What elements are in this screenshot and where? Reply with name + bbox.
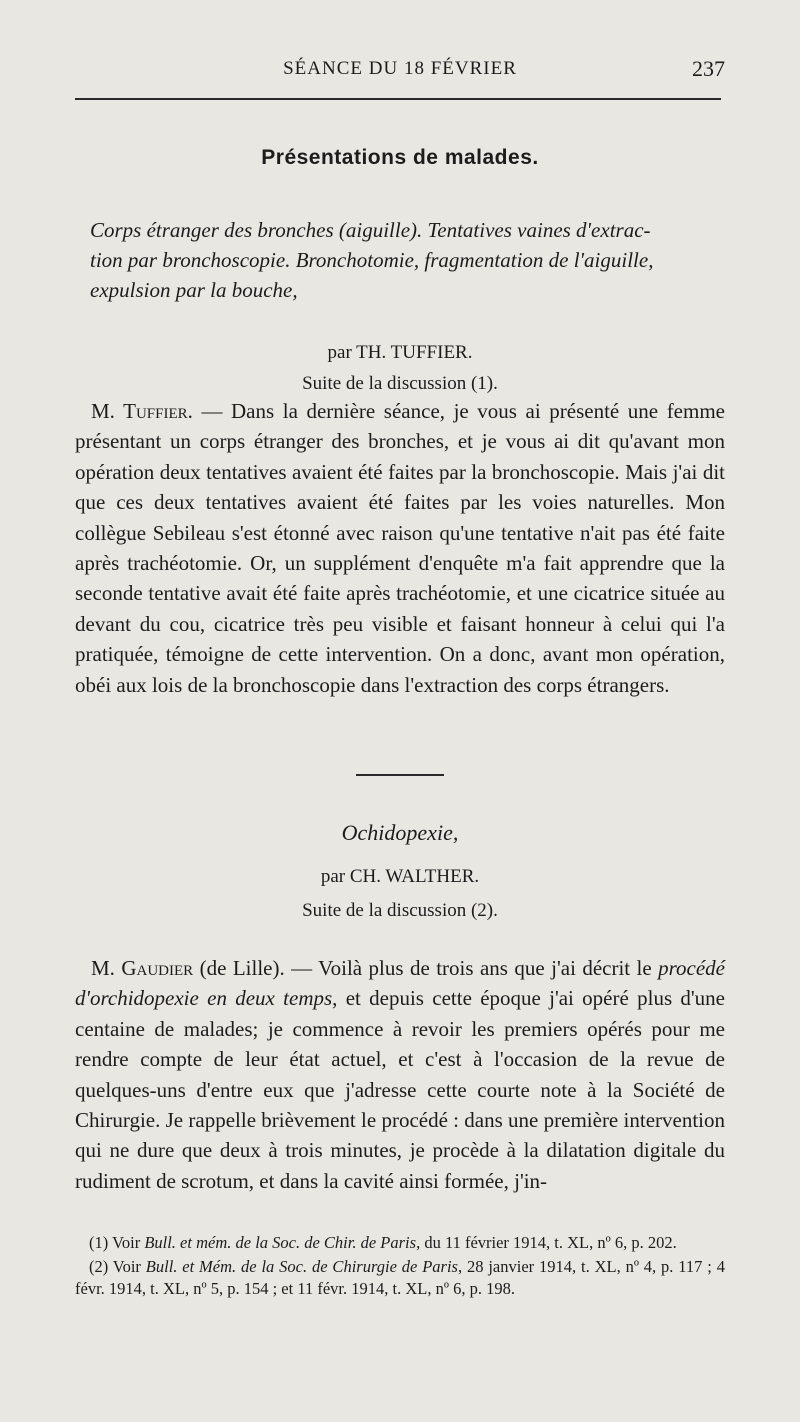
footnote-1: [75, 1232, 725, 1255]
footnote-1-prefix: (1) Voir: [89, 1233, 145, 1252]
article2-suite: Suite de la discussion (2).: [302, 900, 498, 921]
running-head-title: SÉANCE DU 18 FÉVRIER: [283, 58, 517, 79]
article1-body: [75, 396, 725, 700]
section-title: Présentations de malades.: [261, 146, 539, 169]
article1-title-line1: Corps étranger des bronches (aiguille). Tentatives vaines d'extrac-: [90, 218, 651, 242]
footnote-1-source: Bull. et mém. de la Soc. de Chir. de Paris: [144, 1233, 417, 1252]
article1-speaker: M. Tuffier.: [91, 399, 193, 423]
footnotes: [75, 1232, 725, 1302]
header-rule: [75, 98, 721, 100]
page-number: 237: [692, 56, 725, 81]
footnote-1-ref: , du 11 février 1914, t. XL, nº 6, p. 202.: [416, 1233, 677, 1252]
footnote-2-source: Bull. et Mém. de la Soc. de Chirurgie de Paris: [145, 1256, 458, 1276]
article2-author: par CH. WALTHER.: [320, 866, 480, 887]
article1-title-line2: tion par bronchoscopie. Bronchotomie, fragmentation de l'aiguille,: [90, 248, 654, 272]
article1-title-line3: expulsion par la bouche,: [90, 278, 298, 302]
article1-author: par TH. TUFFIER.: [327, 342, 473, 363]
separator-rule: [356, 774, 444, 776]
article2-text-a: (de Lille). — Voilà plus de trois ans que j'ai décrit le: [193, 956, 659, 980]
article1-text: — Dans la dernière séance, je vous ai présenté une femme présentant un corps étranger des bronches, et je vous ai dit qu'avant mon opération deux tentatives avaient été faites par la bronchoscopie. Mais j'ai dit que ces deux tentatives avaient été faites par les voies naturelles. Mon collègue Sebileau s'est étonné avec raison qu'une tentative n'ait pas été faite après trachéotomie. Or, un supplément d'enquête m'a fait apprendre que la seconde tentative avait été faite après trachéotomie, et une cicatrice située au devant du cou, cicatrice très peu visible et faisant honneur à celui qui l'a pratiquée, témoigne de cette intervention. On a donc, avant mon opération, obéi aux lois de la bronchoscopie dans l'extraction des corps étrangers.: [75, 399, 725, 697]
article1-suite: Suite de la discussion (1).: [302, 373, 498, 394]
footnote-2-ref: , 28 janvier 1914, t. XL, nº 4, p. 117 ; 4 févr. 1914, t. XL, nº 5, p. 154 ; et 11 févr. 1914, t. XL, nº 6, p. 198.: [75, 1256, 726, 1298]
article2-text-italic: procédé d'orchidopexie en deux temps: [75, 956, 725, 1011]
article2-speaker: M. Gaudier: [91, 956, 194, 980]
footnote-2-prefix: (2) Voir: [89, 1256, 146, 1276]
article2-text-b: , et depuis cette époque j'ai opéré plus d'une centaine de malades; je commence à revoir les premiers opérés pour me rendre compte de leur état actuel, et c'est à l'occasion de la revue de quelques-uns d'entre eux que j'adresse cette courte note à la Société de Chirurgie. Je rappelle brièvement le procédé : dans une première intervention qui ne dure que deux à trois minutes, je procède à la dilatation digitale du rudiment de scrotum, et dans la cavité ainsi formée, j'in-: [75, 986, 726, 1193]
running-head: [75, 52, 725, 86]
article2-body: [75, 953, 725, 1196]
article2-title: Ochidopexie,: [341, 820, 459, 845]
footnote-2: [75, 1256, 725, 1301]
article1-title: [90, 215, 730, 305]
